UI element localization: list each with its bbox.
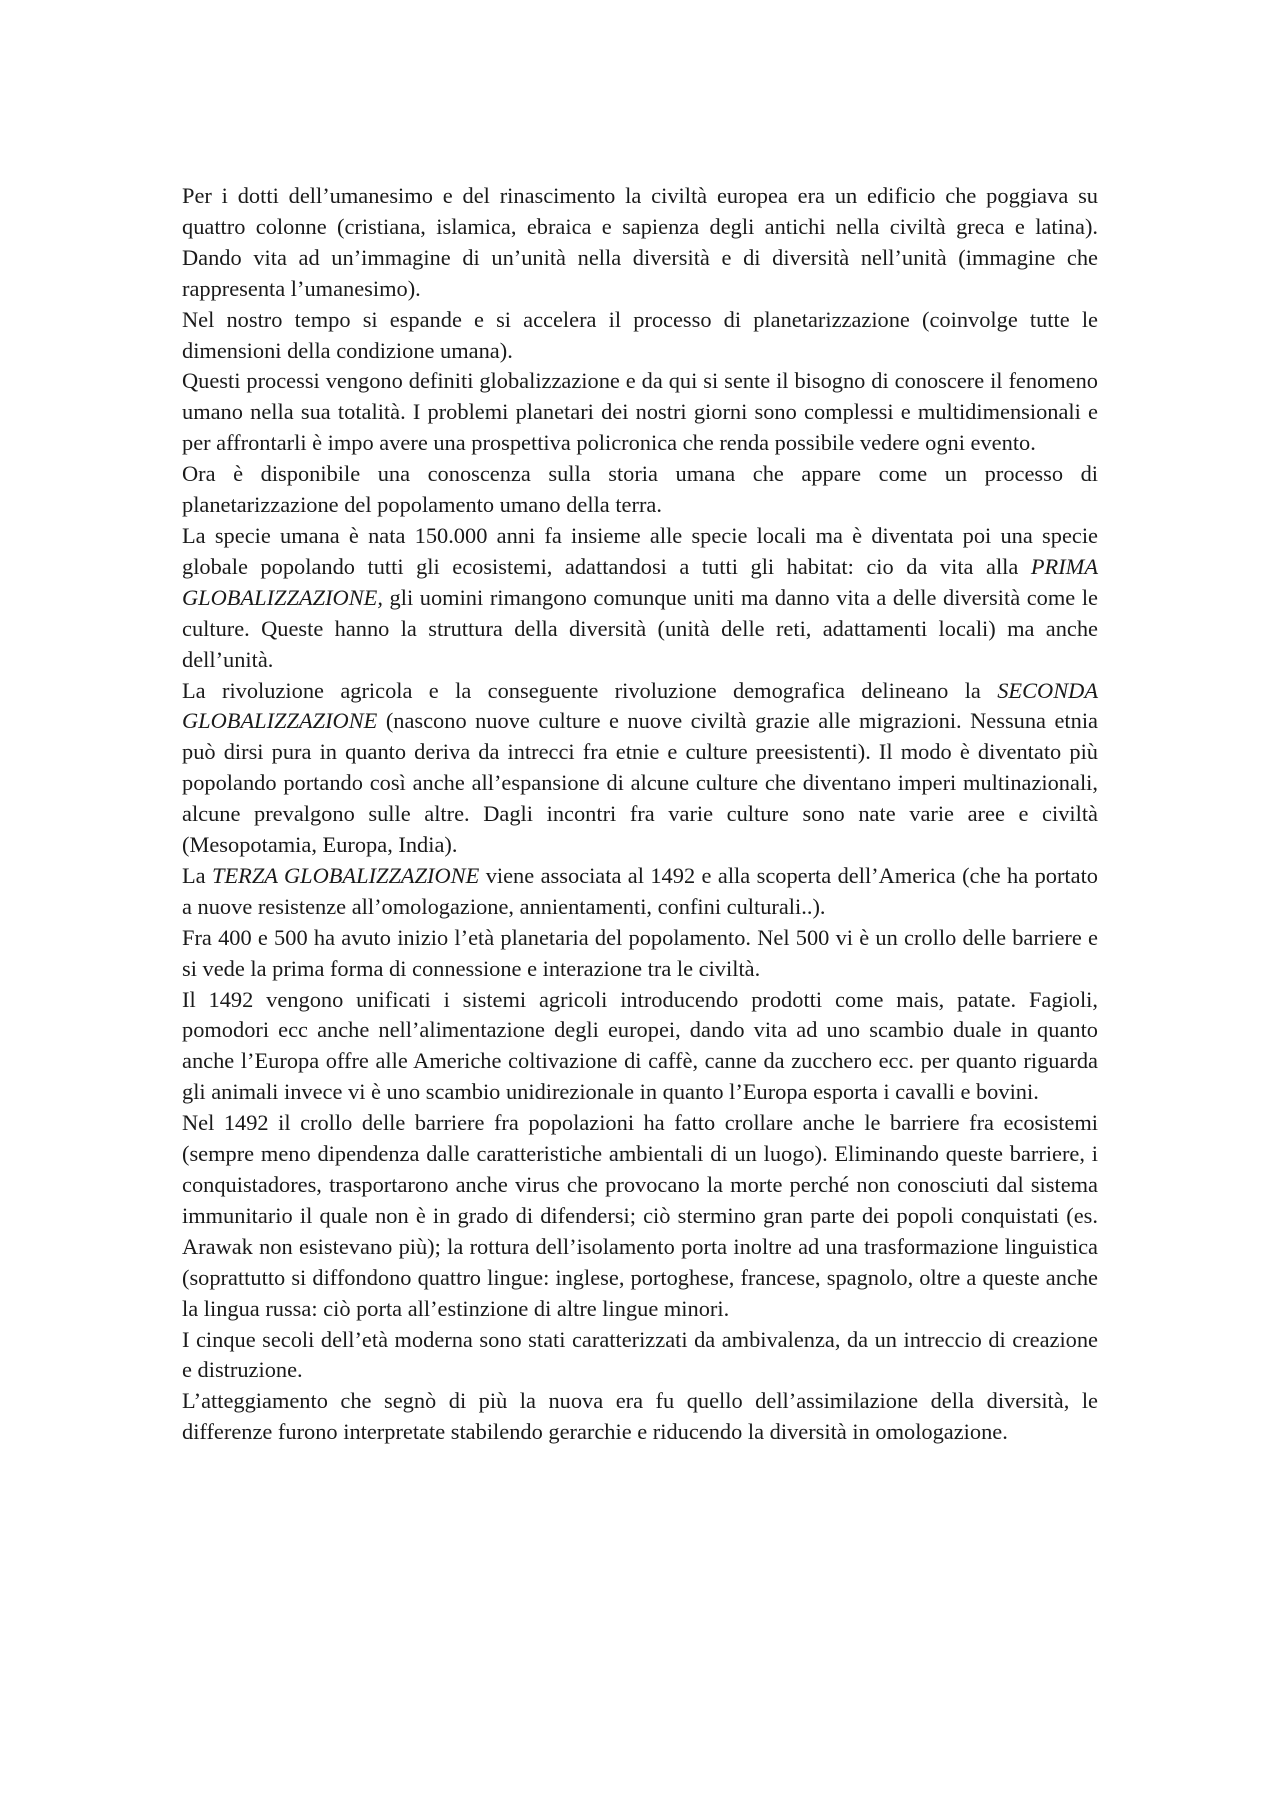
paragraph-text: Il 1492 vengono unificati i sistemi agricoli introducendo prodotti come mais, patate. Fagioli, pomodori ecc anche nell’alimentazione degli europei, dando vita ad uno scambio duale in quanto anche l’Europa offre alle Americhe coltivazione di caffè, canne da zucchero ecc. per quanto riguarda gli animali invece vi è uno scambio unidirezionale in quanto l’Europa esporta i cavalli e bovini. [182,986,1098,1105]
paragraph-text: Questi processi vengono definiti globalizzazione e da qui si sente il bisogno di conoscere il fenomeno umano nella sua totalità. I problemi planetari dei nostri giorni sono complessi e multidimensionali e per affrontarli è impo avere una prospettiva policronica che renda possibile vedere ogni evento. [182,368,1098,456]
paragraph [182,181,1098,305]
paragraph-text: La rivoluzione agricola e la conseguente rivoluzione demografica delineano la [182,677,998,703]
paragraph [182,923,1098,985]
paragraph [182,521,1098,676]
paragraph [182,985,1098,1109]
emphasized-text: PRIMA GLOBALIZZAZIONE, [182,553,1098,610]
document-body [182,181,1098,1448]
emphasized-text: SECONDA GLOBALIZZAZIONE [182,677,1098,734]
paragraph [182,366,1098,459]
paragraph-text: Per i dotti dell’umanesimo e del rinascimento la civiltà europea era un edificio che poggiava su quattro colonne (cristiana, islamica, ebraica e sapienza degli antichi nella civiltà greca e latina). Dando vita ad un’immagine di un’unità nella diversità e di diversità nell’unità (immagine che rappresenta l’umanesimo). [182,183,1098,301]
emphasized-text: TERZA GLOBALIZZAZIONE [212,862,480,888]
paragraph-text: (nascono nuove culture e nuove civiltà grazie alle migrazioni. Nessuna etnia può dirsi pura in quanto deriva da intrecci fra etnie e culture preesistenti). Il modo è diventato più popolando portando così anche all’espansione di alcune culture che diventano imperi multinazionali, alcune prevalgono sulle altre. Dagli incontri fra varie culture sono nate varie aree e civiltà (Mesopotamia, Europa, India). [182,708,1098,858]
paragraph [182,459,1098,521]
paragraph-text: La specie umana è nata 150.000 anni fa insieme alle specie locali ma è diventata poi una specie globale popolando tutti gli ecosistemi, adattandosi a tutti gli habitat: cio da vita alla [182,522,1098,579]
paragraph-text: viene associata al 1492 e alla scoperta dell’America (che ha portato a nuove resistenze all’omologazione, annientamenti, confini culturali..). [182,862,1098,919]
paragraph-text: I cinque secoli dell’età moderna sono stati caratterizzati da ambivalenza, da un intreccio di creazione e distruzione. [182,1326,1098,1383]
paragraph [182,861,1098,923]
paragraph-text: L’atteggiamento che segnò di più la nuova era fu quello dell’assimilazione della diversità, le differenze furono interpretate stabilendo gerarchie e riducendo la diversità in omologazione. [182,1388,1098,1445]
paragraph [182,676,1098,861]
paragraph-text: Nel 1492 il crollo delle barriere fra popolazioni ha fatto crollare anche le barriere fra ecosistemi (sempre meno dipendenza dalle caratteristiche ambientali di un luogo). Eliminando queste barriere, i conquistadores, trasportarono anche virus che provocano la morte perché non conosciuti dal sistema immunitario il quale non è in grado di difendersi; ciò stermino gran parte dei popoli conquistati (es. Arawak non esistevano più); la rottura dell’isolamento porta inoltre ad una trasformazione linguistica (soprattutto si diffondono quattro lingue: inglese, portoghese, francese, spagnolo, oltre a queste anche la lingua russa: ciò porta all’estinzione di altre lingue minori. [182,1110,1098,1321]
paragraph-text: La [182,862,213,888]
paragraph-text: Ora è disponibile una conoscenza sulla storia umana che appare come un processo di planetarizzazione del popolamento umano della terra. [182,461,1098,518]
paragraph [182,1325,1098,1387]
paragraph-text: gli uomini rimangono comunque uniti ma danno vita a delle diversità come le culture. Queste hanno la struttura della diversità (unità delle reti, adattamenti locali) ma anche dell’unità. [182,584,1098,672]
paragraph-text: Nel nostro tempo si espande e si accelera il processo di planetarizzazione (coinvolge tutte le dimensioni della condizione umana). [182,306,1098,363]
paragraph [182,1108,1098,1324]
paragraph-text: Fra 400 e 500 ha avuto inizio l’età planetaria del popolamento. Nel 500 vi è un crollo delle barriere e si vede la prima forma di connessione e interazione tra le civiltà. [182,924,1098,981]
paragraph [182,1386,1098,1448]
paragraph [182,305,1098,367]
